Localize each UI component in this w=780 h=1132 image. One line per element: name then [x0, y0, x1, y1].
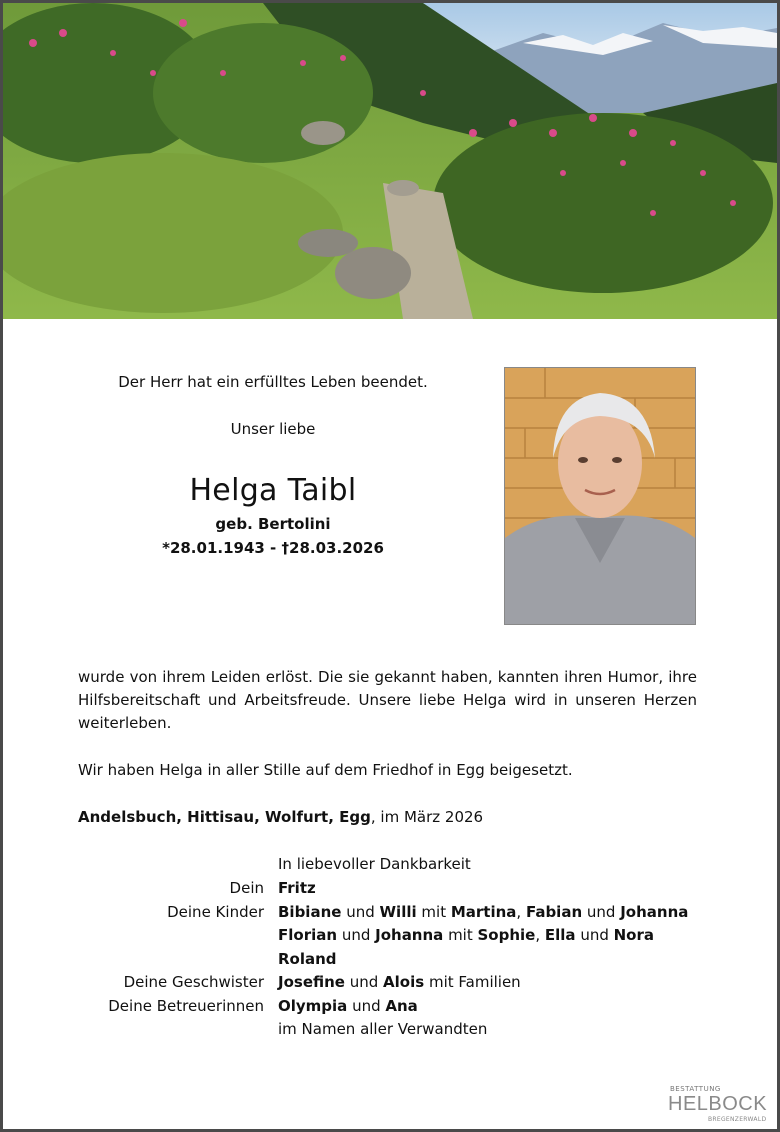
person-name: Ella: [544, 926, 576, 944]
places: Andelsbuch, Hittisau, Wolfurt, Egg: [78, 808, 371, 826]
person-name: Alois: [383, 973, 425, 991]
connector-text: ,: [516, 902, 526, 921]
person-name: Roland: [278, 949, 337, 968]
person-name: Johanna: [375, 926, 444, 944]
person-name: Ana: [385, 996, 418, 1015]
connector-text: und: [582, 902, 621, 921]
connector-text: mit: [443, 926, 478, 944]
connector-text: und: [575, 926, 614, 944]
date-suffix: , im März 2026: [370, 808, 484, 826]
signature-names: [278, 903, 688, 921]
intro-subline: Unser liebe: [230, 420, 316, 438]
closing-line: im Namen aller Verwandten: [278, 1020, 488, 1038]
connector-text: mit: [416, 902, 451, 921]
signature-names: [278, 950, 337, 968]
logo-top: BESTATTUNG: [670, 1085, 721, 1093]
person-name: Josefine: [278, 973, 345, 991]
portrait-photo: [504, 367, 696, 625]
place-date-line: [78, 808, 483, 826]
person-name: Bibiane: [278, 902, 342, 921]
person-name: Martina: [450, 902, 517, 921]
signature-label: Deine Betreuerinnen: [108, 996, 264, 1015]
signature-names: [278, 879, 316, 897]
person-name: Fritz: [278, 879, 316, 897]
logo-name: HELBOCK: [668, 1093, 768, 1115]
person-name: Olympia: [278, 996, 348, 1015]
connector-text: mit Familien: [424, 973, 521, 991]
person-name: Willi: [379, 902, 417, 921]
connector-text: und: [344, 973, 384, 991]
signature-label: Dein: [229, 879, 264, 897]
person-name: Fabian: [525, 902, 583, 921]
person-name: Nora: [613, 926, 655, 944]
life-dates: *28.01.1943 - †28.03.2026: [162, 539, 384, 557]
person-name: Johanna: [620, 902, 689, 921]
signature-names: [278, 973, 521, 991]
header-landscape-image: [3, 3, 777, 319]
intro-line: Der Herr hat ein erfülltes Leben beendet.: [118, 373, 428, 391]
signature-names: [278, 997, 418, 1015]
logo-sub: BREGENZERWALD: [708, 1116, 767, 1123]
signature-names: [278, 926, 654, 944]
signature-label: Deine Kinder: [167, 902, 264, 921]
signature-label: Deine Geschwister: [123, 973, 264, 991]
connector-text: und: [341, 902, 380, 921]
funeral-home-logo: [668, 1085, 773, 1125]
obituary-text-paragraph: wurde von ihrem Leiden erlöst. Die sie gekannt haben, kannten ihren Humor, ihre Hilfsbereitschaft und Arbeitsfreude. Unsere liebe Helga wird in unseren Herzen weiterleben.: [78, 668, 697, 732]
person-name: Florian: [278, 926, 338, 944]
connector-text: und: [347, 996, 386, 1015]
burial-text: Wir haben Helga in aller Stille auf dem Friedhof in Egg beigesetzt.: [78, 761, 573, 779]
connector-text: und: [337, 926, 376, 944]
maiden-name: geb. Bertolini: [215, 515, 331, 533]
deceased-name: Helga Taibl: [189, 473, 357, 508]
connector-text: ,: [535, 926, 545, 944]
landscape-illustration: [3, 3, 777, 319]
gratitude-line: In liebevoller Dankbarkeit: [278, 855, 471, 873]
person-name: Sophie: [477, 926, 536, 944]
portrait-illustration: [505, 368, 695, 624]
